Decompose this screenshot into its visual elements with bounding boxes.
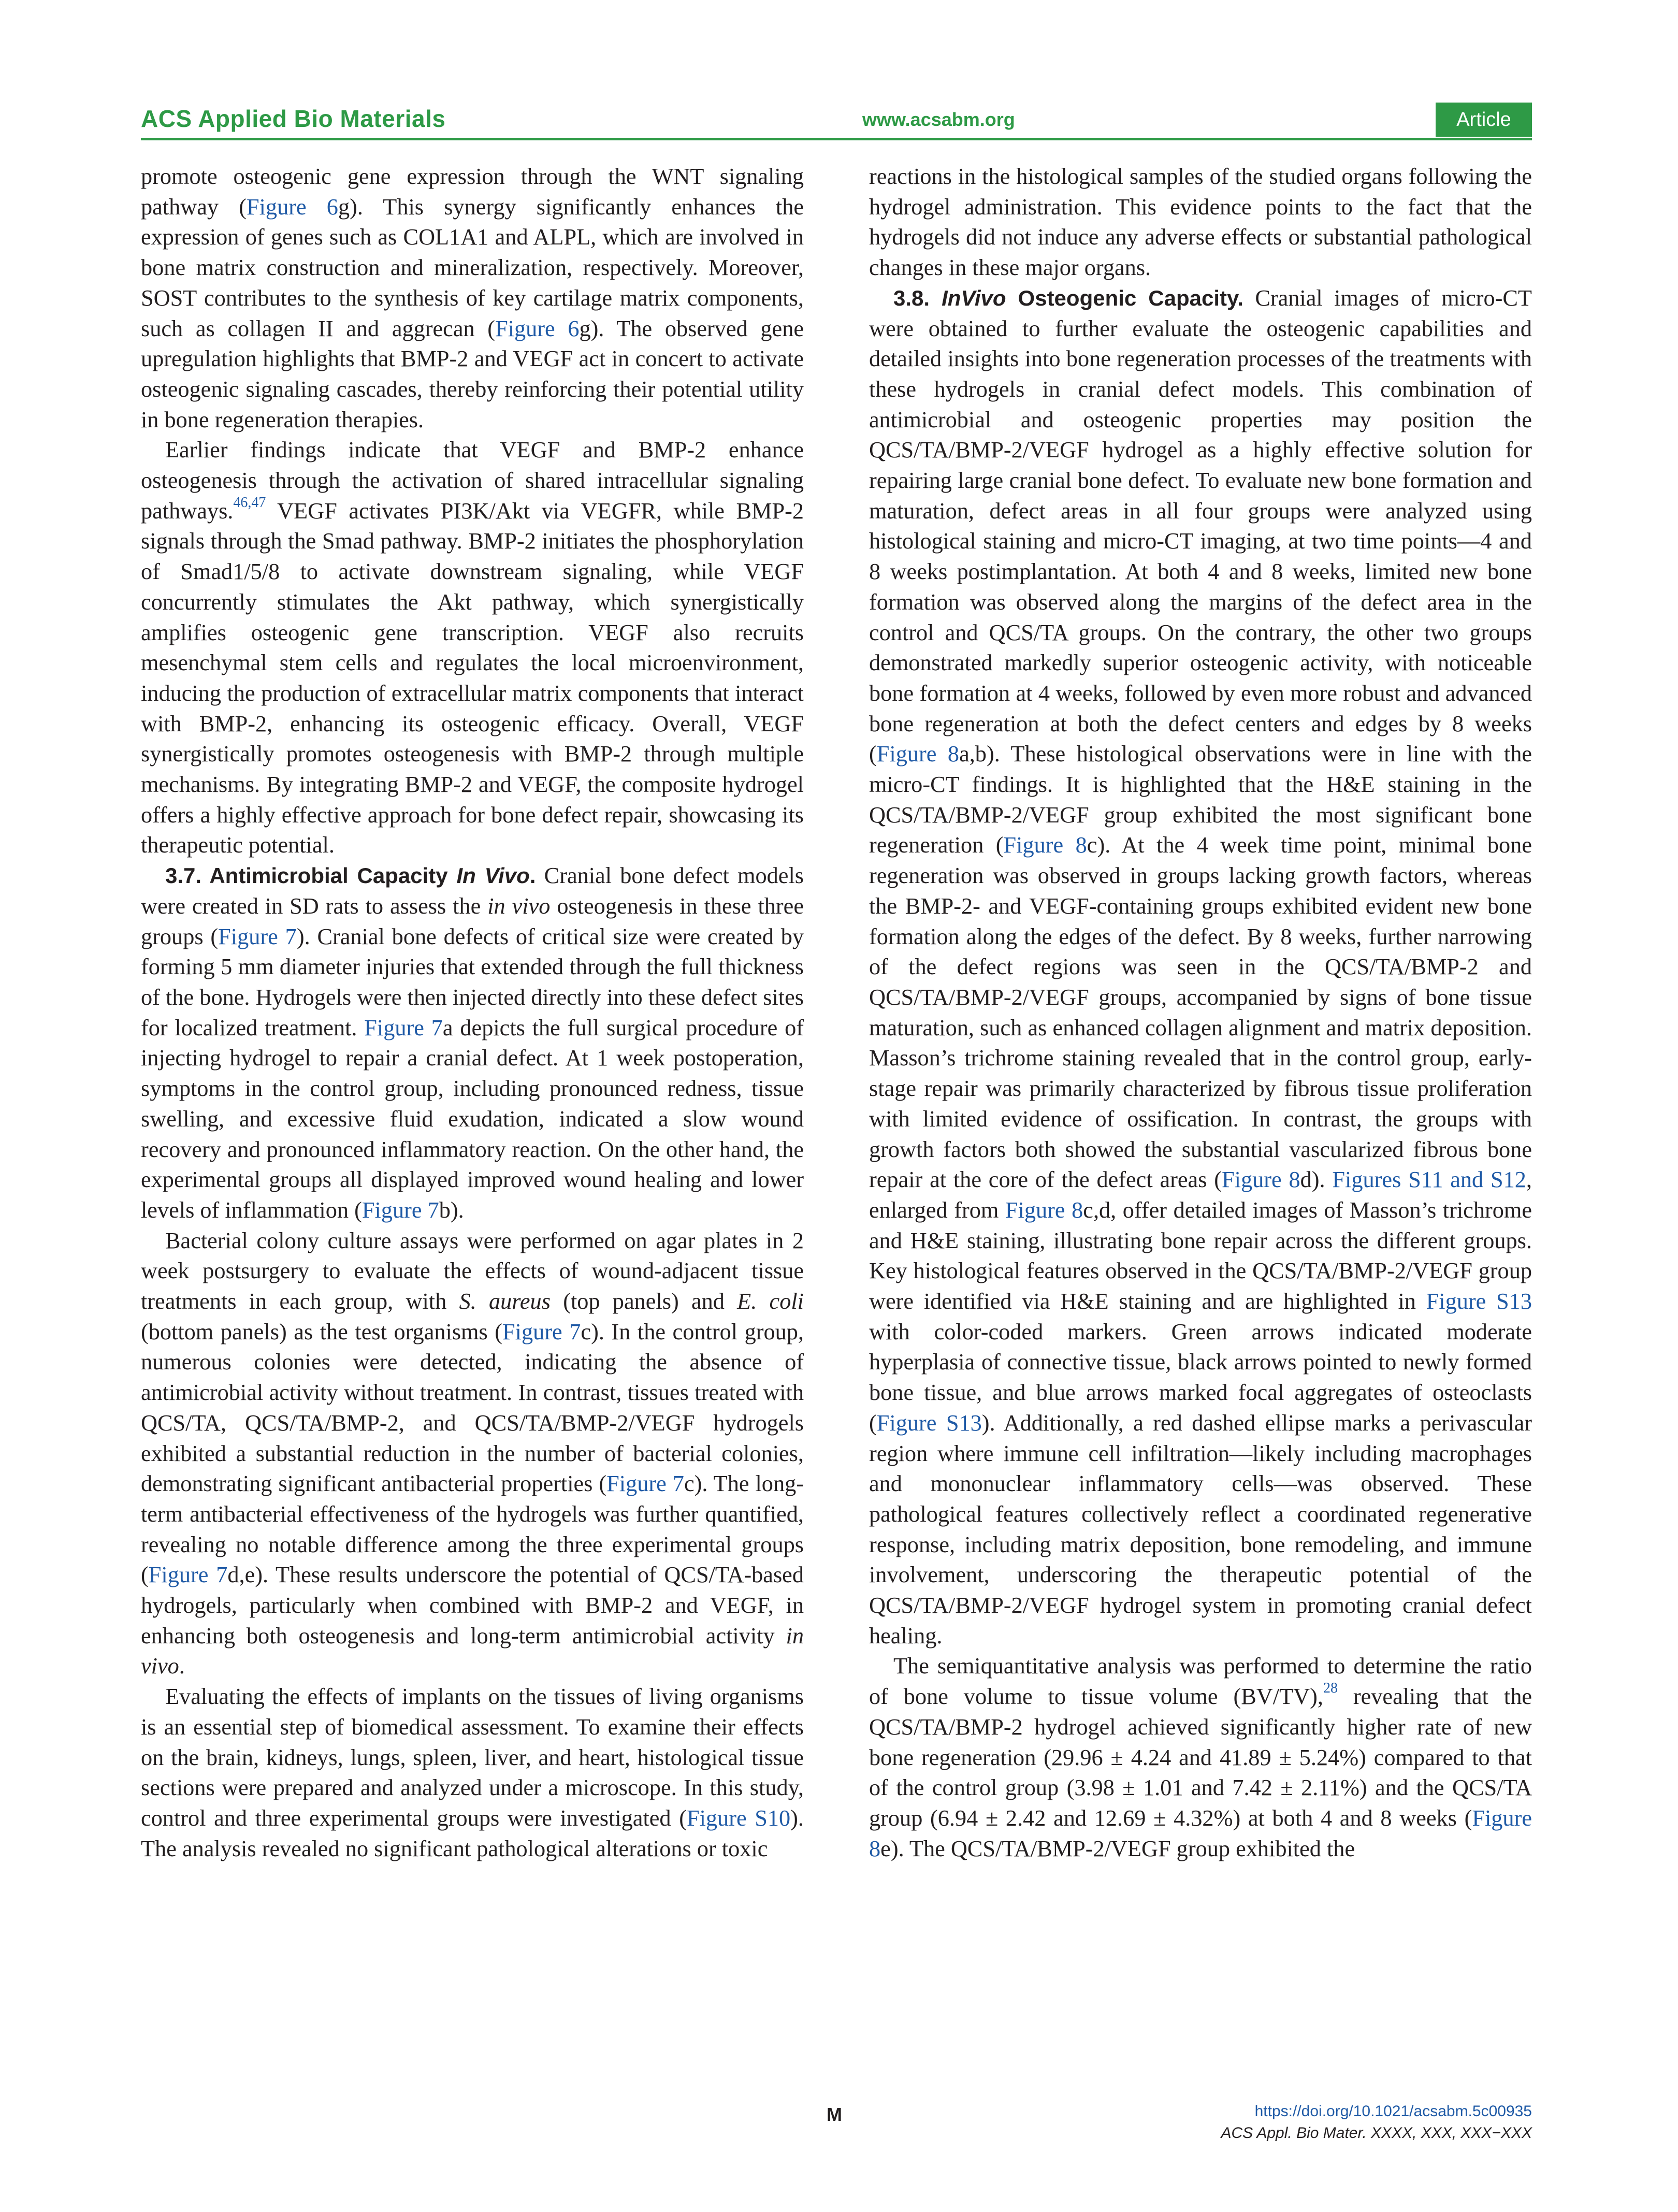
section-heading: 3.7. Antimicrobial Capacity In Vivo. <box>165 863 536 888</box>
paragraph: Evaluating the effects of implants on the tissues of living organisms is an essential step of biomedical assessment. To examine their effects on the brain, kidneys, lungs, spleen, liver, and heart, histological tissue sections were prepared and analyzed under a microscope. In this study, control and three experimental groups were investigated (Figure S10). The analysis revealed no significant pathological alterations or toxic <box>141 1684 804 1861</box>
citation-link[interactable]: 46,47 <box>233 494 266 511</box>
journal-title[interactable]: ACS Applied Bio Materials <box>141 105 446 132</box>
figure-link[interactable]: Figure 8 <box>876 741 960 767</box>
figure-link[interactable]: Figure 7 <box>364 1015 443 1040</box>
citation-line: ACS Appl. Bio Mater. XXXX, XXX, XXX−XXX <box>1221 2124 1532 2142</box>
figure-link[interactable]: Figure 8 <box>1222 1167 1300 1193</box>
figure-link[interactable]: Figure S13 <box>876 1410 982 1436</box>
figure-link[interactable]: Figure 6 <box>246 194 338 220</box>
section-heading: 3.8. InVivo Osteogenic Capacity. <box>893 285 1243 310</box>
figure-link[interactable]: Figure 7 <box>148 1562 228 1588</box>
paragraph: Earlier findings indicate that VEGF and BMP-2 enhance osteogenesis through the activation of shared intracellular signaling pathways.$^{46,47}$ VEGF activates PI3K/Akt via VEGFR, while BMP-2 signals through the Smad pathway. BMP-2 initiates the phosphorylation of Smad1/5/8 to activate downstream signaling, while VEGF concurrently stimulates the Akt pathway, which synergistically amplifies osteogenic gene transcription. VEGF also recruits mesenchymal stem cells and regulates the local microenvironment, inducing the production of extracellular matrix components that interact with BMP-2, enhancing its osteogenic efficacy. Overall, VEGF synergistically promotes osteogenesis with BMP-2 through multiple mechanisms. By integrating BMP-2 and VEGF, the composite hydrogel offers a highly effective approach for bone defect repair, showcasing its therapeutic potential. <box>141 437 804 858</box>
figure-link[interactable]: Figure 7 <box>361 1197 439 1223</box>
right-column <box>869 162 1532 1864</box>
paragraph: promote osteogenic gene expression through the WNT signaling pathway (Figure 6g). This synergy significantly enhances the expression of genes such as COL1A1 and ALPL, which are involved in bone matrix construction and mineralization, respectively. Moreover, SOST contributes to the synthesis of key cartilage matrix components, such as collagen II and aggrecan (Figure 6g). The observed gene upregulation highlights that BMP-2 and VEGF act in concert to activate osteogenic signaling cascades, thereby reinforcing their potential utility in bone regeneration therapies. <box>141 164 804 432</box>
figure-link[interactable]: Figure 8 <box>1003 832 1087 858</box>
figure-link[interactable]: Figure 7 <box>606 1471 684 1497</box>
page-number: M <box>827 2104 842 2125</box>
figure-link[interactable]: Figure 8 <box>1005 1197 1083 1223</box>
paragraph: Bacterial colony culture assays were performed on agar plates in 2 week postsurgery to evaluate the effects of wound-adjacent tissue treatments in each group, with S. aureus (top panels) and E. coli (bottom panels) as the test organisms (Figure 7c). In the control group, numerous colonies were detected, indicating the absence of antimicrobial activity without treatment. In contrast, tissues treated with QCS/TA, QCS/TA/BMP-2, and QCS/TA/BMP-2/VEGF hydrogels exhibited a substantial reduction in the number of bacterial colonies, demonstrating significant antibacterial properties (Figure 7c). The long-term antibacterial effectiveness of the hydrogels was further quantified, revealing no notable difference among the three experimental groups (Figure 7d,e). These results underscore the potential of QCS/TA-based hydrogels, particularly when combined with BMP-2 and VEGF, in enhancing both osteogenesis and long-term antimicrobial activity in vivo. <box>141 1227 804 1679</box>
paragraph: reactions in the histological samples of the studied organs following the hydrogel administration. This evidence points to the fact that the hydrogels did not induce any adverse effects or substantial pathological changes in these major organs. <box>869 164 1532 281</box>
page-header <box>141 103 1532 140</box>
doi-link[interactable]: https://doi.org/10.1021/acsabm.5c00935 <box>1254 2103 1532 2120</box>
section-3-7-paragraph: 3.7. Antimicrobial Capacity In Vivo. Cranial bone defect models were created in SD rats to assess the in vivo osteogenesis in these three groups (Figure 7). Cranial bone defects of critical size were created by forming 5 mm diameter injuries that extended through the full thickness of the bone. Hydrogels were then injected directly into these defect sites for localized treatment. Figure 7a depicts the full surgical procedure of injecting hydrogel to repair a cranial defect. At 1 week postoperation, symptoms in the control group, including pronounced redness, tissue swelling, and excessive fluid exudation, indicated a slow wound recovery and pronounced inflammatory reaction. On the other hand, the experimental groups all displayed improved wound healing and lower levels of inflammation (Figure 7b). <box>141 863 804 1223</box>
left-column <box>141 162 804 1864</box>
figure-link[interactable]: Figure 6 <box>495 315 580 341</box>
figure-link[interactable]: Figure 8 <box>869 1805 1532 1861</box>
figure-link[interactable]: Figure 7 <box>502 1319 581 1344</box>
figure-link[interactable]: Figure 7 <box>218 923 297 949</box>
citation-link[interactable]: 28 <box>1323 1680 1338 1697</box>
article-type-badge: Article <box>1436 103 1532 137</box>
figure-link[interactable]: Figure S10 <box>686 1805 791 1831</box>
paragraph: The semiquantitative analysis was performed to determine the ratio of bone volume to tissue volume (BV/TV),$^{28}$ revealing that the QCS/TA/BMP-2 hydrogel achieved significantly higher rate of new bone regeneration (29.96 ± 4.24 and 41.89 ± 5.24%) compared to that of the control group (3.98 ± 1.01 and 7.42 ± 2.11%) and the QCS/TA group (6.94 ± 2.42 and 12.69 ± 4.32%) at both 4 and 8 weeks (Figure 8e). The QCS/TA/BMP-2/VEGF group exhibited the <box>869 1653 1532 1861</box>
journal-url[interactable]: www.acsabm.org <box>862 109 1015 130</box>
figure-link[interactable]: Figure S13 <box>1426 1289 1532 1314</box>
section-3-8-paragraph: 3.8. InVivo Osteogenic Capacity. Cranial images of micro-CT were obtained to further evaluate the osteogenic capabilities and detailed insights into bone regeneration processes of the treatments with these hydrogels in cranial defect models. This combination of antimicrobial and osteogenic properties may position the QCS/TA/BMP-2/VEGF hydrogel as a highly effective solution for repairing large cranial bone defect. To evaluate new bone formation and maturation, defect areas in all four groups were analyzed using histological staining and micro-CT imaging, at two time points—4 and 8 weeks postimplantation. At both 4 and 8 weeks, limited new bone formation was observed along the margins of the defect area in the control and QCS/TA groups. On the contrary, the other two groups demonstrated markedly superior osteogenic activity, with noticeable bone formation at 4 weeks, followed by even more robust and advanced bone regeneration at both the defect centers and edges by 8 weeks (Figure 8a,b). These histological observations were in line with the micro-CT findings. It is highlighted that the H&E staining in the QCS/TA/BMP-2/VEGF group exhibited the most significant bone regeneration (Figure 8c). At the 4 week time point, minimal bone regeneration was observed in groups lacking growth factors, whereas the BMP-2- and VEGF-containing groups exhibited evident new bone formation along the edges of the defect. By 8 weeks, further narrowing of the defect regions was seen in the QCS/TA/BMP-2 and QCS/TA/BMP-2/VEGF groups, accompanied by signs of bone tissue maturation, such as enhanced collagen alignment and matrix deposition. Masson’s trichrome staining revealed that in the control group, early-stage repair was primarily characterized by fibrous tissue proliferation with limited evidence of ossification. In contrast, the groups with growth factors both showed the substantial vascularized fibrous bone repair at the core of the defect areas (Figure 8d). Figures S11 and S12, enlarged from Figure 8c,d, offer detailed images of Masson’s trichrome and H&E staining, illustrating bone repair across the different groups. Key histological features observed in the QCS/TA/BMP-2/VEGF group were identified via H&E staining and are highlighted in Figure S13 with color-coded markers. Green arrows indicated moderate hyperplasia of connective tissue, black arrows pointed to newly formed bone tissue, and blue arrows marked focal aggregates of osteoclasts (Figure S13). Additionally, a red dashed ellipse marks a perivascular region where immune cell infiltration—likely including macrophages and mononuclear inflammatory cells—was observed. These pathological features collectively reflect a coordinated regenerative response, including matrix deposition, bone remodeling, and immune involvement, underscoring the therapeutic potential of the QCS/TA/BMP-2/VEGF hydrogel system in promoting cranial defect healing. <box>869 285 1532 1649</box>
figure-link[interactable]: Figures S11 and S12 <box>1332 1167 1526 1193</box>
